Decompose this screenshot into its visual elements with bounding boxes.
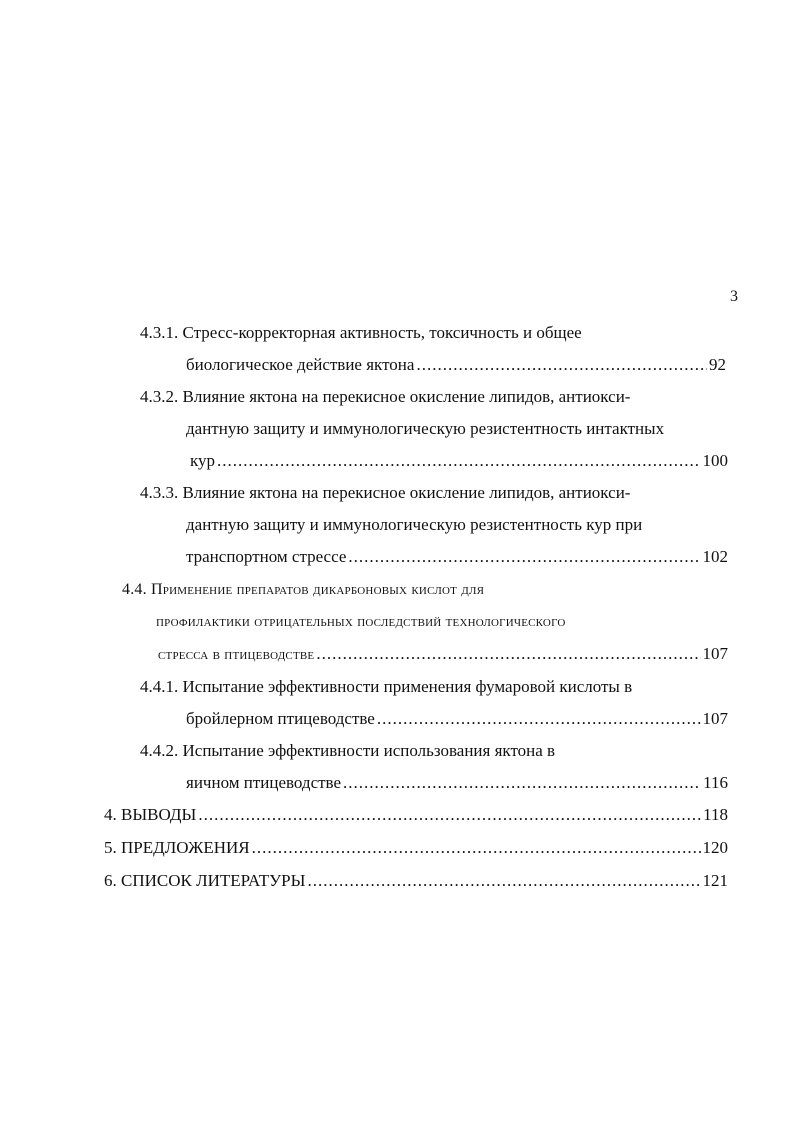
toc-entry-6-label: 6. СПИСОК ЛИТЕРАТУРЫ <box>104 871 306 890</box>
dot-leader <box>416 354 707 376</box>
toc-entry-4-3-3-line-3: транспортном стрессе <box>186 547 347 566</box>
dot-leader <box>377 708 701 730</box>
dot-leader <box>316 643 700 665</box>
toc-entry-4-3-3-line-2: дантную защиту и иммунологическую резистентность кур при <box>186 515 643 534</box>
toc-entry-4-vyvody[interactable] <box>104 804 728 826</box>
toc-entry-4-4-2[interactable] <box>186 772 728 794</box>
toc-entry-4-4-line-3: стресса в птицеводстве <box>158 646 315 663</box>
toc-entry-4-3-3[interactable] <box>186 546 728 568</box>
toc-entry-4-3-2-line-1: 4.3.2. Влияние яктона на перекисное окисление липидов, антиокси- <box>140 387 631 406</box>
dot-leader <box>307 870 700 892</box>
toc-entry-6-spisok-literatury[interactable] <box>104 870 728 892</box>
dot-leader <box>252 837 701 859</box>
toc-entry-6-page: 121 <box>702 871 728 890</box>
toc-entry-4-3-1[interactable] <box>186 354 726 376</box>
toc-entry-4-3-3-page: 102 <box>702 547 728 566</box>
toc-entry-5-predlozheniya[interactable] <box>104 837 728 859</box>
dot-leader <box>198 804 701 826</box>
toc-entry-4-4-2-page: 116 <box>703 773 728 792</box>
toc-entry-4-3-2-page: 100 <box>702 451 728 470</box>
toc-entry-4-page: 118 <box>703 805 728 824</box>
toc-entry-4-3-3-line-1: 4.3.3. Влияние яктона на перекисное окисление липидов, антиокси- <box>140 483 631 502</box>
toc-entry-5-page: 120 <box>702 838 728 857</box>
toc-entry-4-4-2-line-2: яичном птицеводстве <box>186 773 342 792</box>
dot-leader <box>217 450 700 472</box>
toc-entry-4-4-page: 107 <box>702 644 728 663</box>
dot-leader <box>343 772 701 794</box>
toc-entry-4-4-1-line-1: 4.4.1. Испытание эффективности применения фумаровой кислоты в <box>140 677 633 696</box>
dot-leader <box>348 546 700 568</box>
toc-entry-4-4-1-page: 107 <box>702 709 728 728</box>
toc-entry-4-label: 4. ВЫВОДЫ <box>104 805 197 824</box>
toc-entry-4-4-line-2: профилактики отрицательных последствий технологического <box>156 613 566 630</box>
toc-entry-4-4-1[interactable] <box>186 708 728 730</box>
toc-entry-4-4[interactable] <box>158 643 728 666</box>
toc-entry-4-4-2-line-1: 4.4.2. Испытание эффективности использования яктона в <box>140 741 556 760</box>
toc-entry-5-label: 5. ПРЕДЛОЖЕНИЯ <box>104 838 250 857</box>
toc-entry-4-3-2-line-3: кур <box>190 451 216 470</box>
toc-entry-4-4-line-1: 4.4. Применение препаратов дикарбоновых кислот для <box>122 581 485 598</box>
page-number: 3 <box>730 288 738 305</box>
toc-entry-4-3-2-line-2: дантную защиту и иммунологическую резистентность интактных <box>186 419 665 438</box>
toc-entry-4-4-1-line-2: бройлерном птицеводстве <box>186 709 375 728</box>
toc-entry-4-3-1-line-1: 4.3.1. Стресс-корректорная активность, токсичность и общее <box>140 323 582 342</box>
toc-entry-4-3-1-line-2: биологическое действие яктона <box>186 355 415 374</box>
toc-entry-4-3-1-page: 92 <box>709 355 726 374</box>
toc-entry-4-3-2[interactable] <box>190 450 728 472</box>
